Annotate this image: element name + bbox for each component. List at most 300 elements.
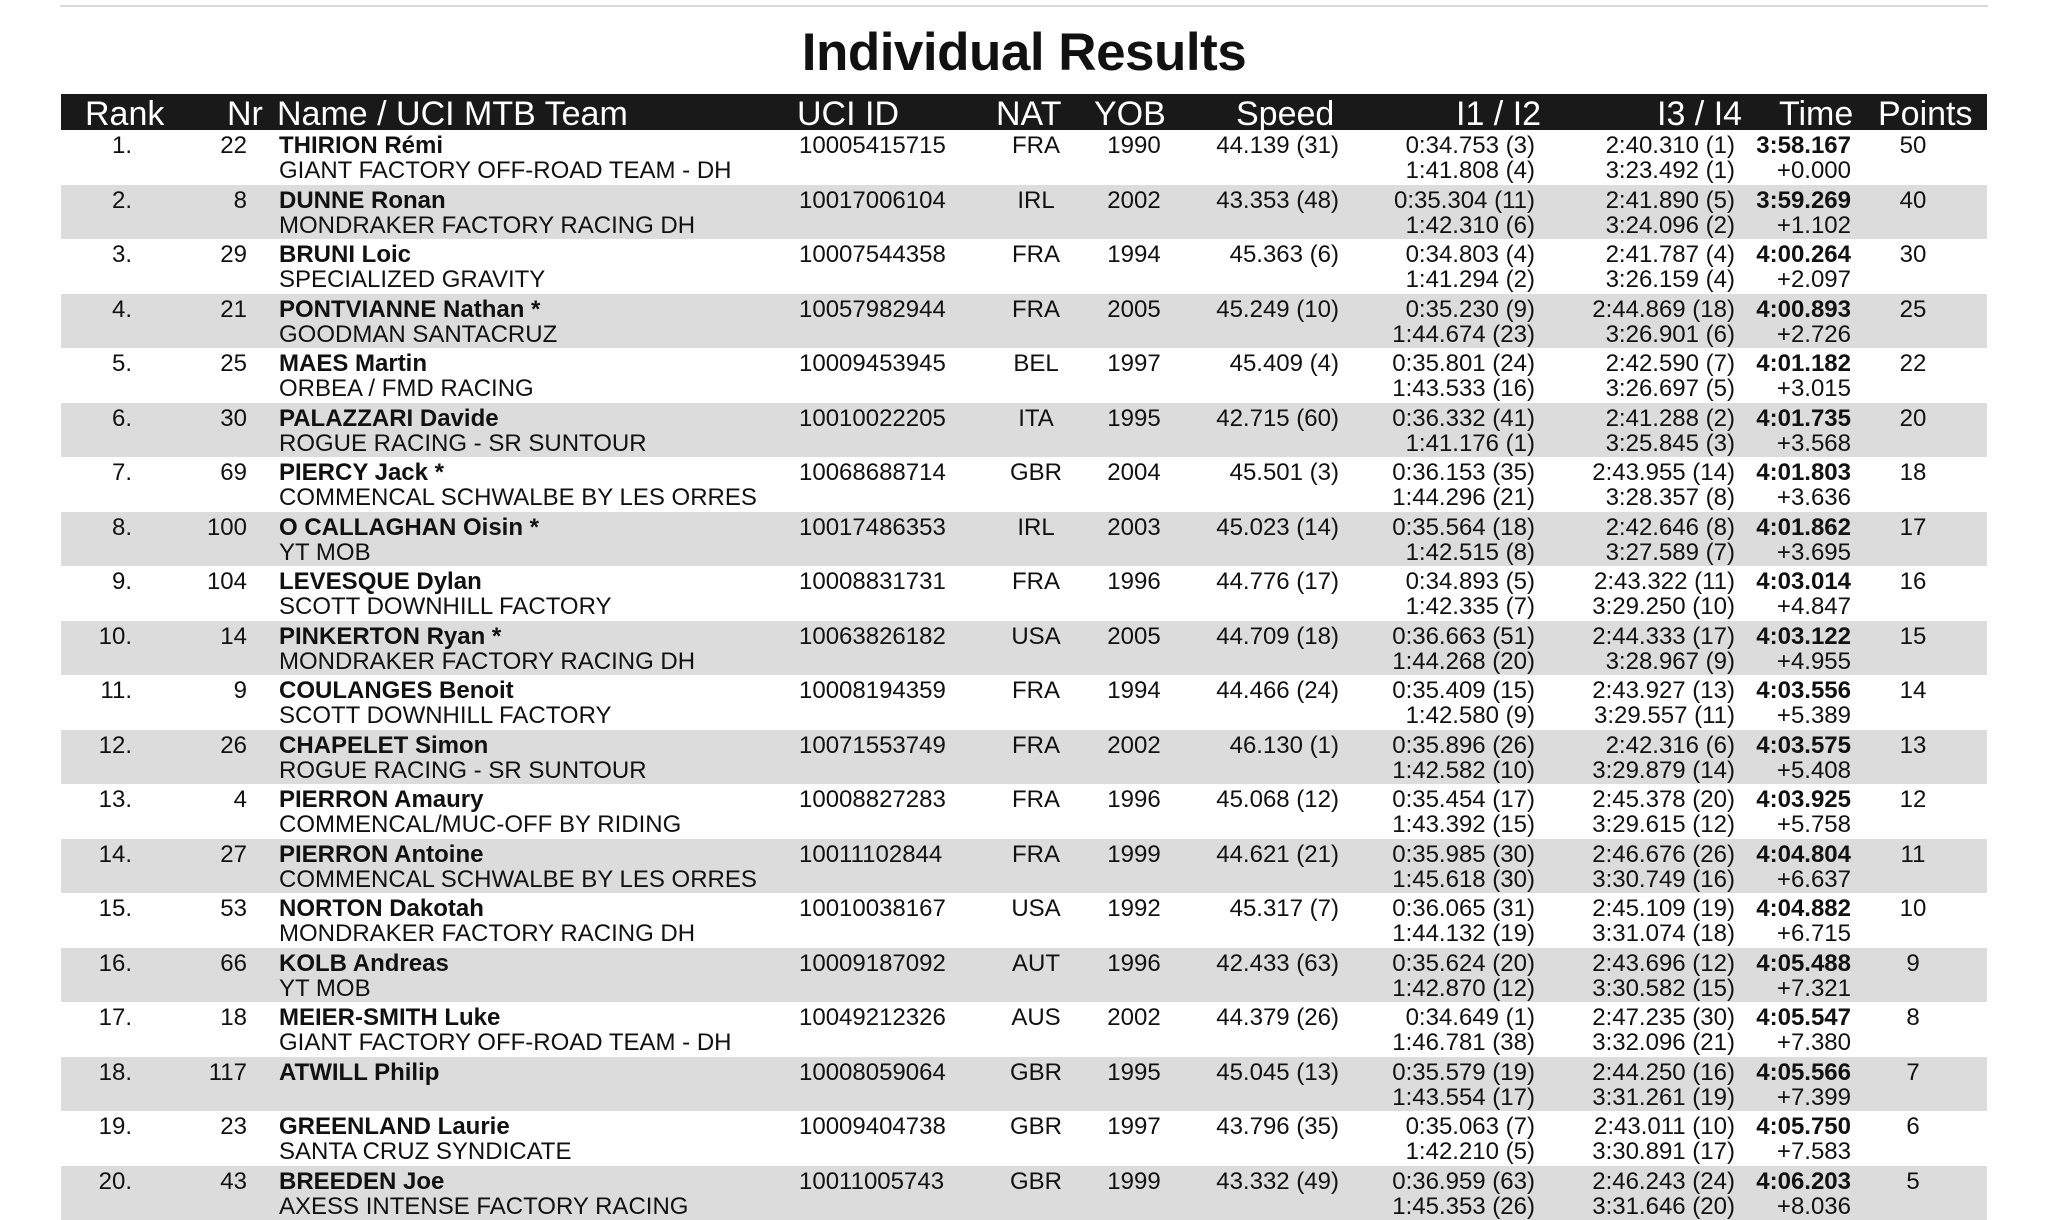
bib-number: 9	[234, 678, 247, 704]
uci-id: 10005415715	[799, 133, 946, 159]
split-i2: 1:44.674 (23)	[1392, 322, 1535, 348]
rider-name: ATWILL Philip	[279, 1060, 439, 1086]
time-gap: +3.568	[1777, 431, 1851, 457]
bib-number: 104	[207, 569, 247, 595]
split-i1: 0:36.663 (51)	[1392, 624, 1535, 650]
year-of-birth: 2002	[1094, 733, 1174, 759]
table-row	[61, 730, 1987, 785]
finish-time: 3:58.167	[1756, 133, 1851, 159]
uci-id: 10071553749	[799, 733, 946, 759]
year-of-birth: 1996	[1094, 569, 1174, 595]
rank-cell: 19.	[99, 1114, 132, 1140]
finish-time: 4:01.862	[1756, 515, 1851, 541]
nationality: IRL	[996, 515, 1076, 541]
points: 12	[1873, 787, 1953, 813]
rank-cell: 2.	[112, 188, 132, 214]
team-name: SANTA CRUZ SYNDICATE	[279, 1139, 571, 1165]
points: 40	[1873, 188, 1953, 214]
bib-number: 18	[220, 1005, 247, 1031]
split-i4: 3:26.159 (4)	[1606, 267, 1735, 293]
bib-number: 27	[220, 842, 247, 868]
rank-cell: 9.	[112, 569, 132, 595]
split-i4: 3:26.901 (6)	[1606, 322, 1735, 348]
points: 25	[1873, 297, 1953, 323]
header-points: Points	[1878, 94, 1973, 130]
split-i4: 3:29.879 (14)	[1592, 758, 1735, 784]
rider-name: O CALLAGHAN Oisin *	[279, 515, 539, 541]
year-of-birth: 1992	[1094, 896, 1174, 922]
nationality: USA	[996, 896, 1076, 922]
speed: 45.317 (7)	[1230, 896, 1339, 922]
bib-number: 100	[207, 515, 247, 541]
split-i1: 0:35.454 (17)	[1392, 787, 1535, 813]
uci-id: 10010038167	[799, 896, 946, 922]
rider-name: PIERCY Jack *	[279, 460, 444, 486]
split-i2: 1:44.296 (21)	[1392, 485, 1535, 511]
rider-name: PALAZZARI Davide	[279, 406, 499, 432]
nationality: FRA	[996, 678, 1076, 704]
rank-cell: 17.	[99, 1005, 132, 1031]
bib-number: 26	[220, 733, 247, 759]
split-i1: 0:34.753 (3)	[1406, 133, 1535, 159]
team-name: YT MOB	[279, 540, 371, 566]
team-name: ROGUE RACING - SR SUNTOUR	[279, 758, 647, 784]
table-row	[61, 675, 1987, 730]
speed: 43.796 (35)	[1216, 1114, 1339, 1140]
points: 15	[1873, 624, 1953, 650]
uci-id: 10010022205	[799, 406, 946, 432]
speed: 45.501 (3)	[1230, 460, 1339, 486]
finish-time: 4:05.566	[1756, 1060, 1851, 1086]
split-i3: 2:42.590 (7)	[1606, 351, 1735, 377]
split-i4: 3:31.261 (19)	[1592, 1085, 1735, 1111]
table-row	[61, 948, 1987, 1003]
split-i4: 3:29.557 (11)	[1594, 703, 1735, 729]
nationality: FRA	[996, 569, 1076, 595]
uci-id: 10009404738	[799, 1114, 946, 1140]
table-row	[61, 839, 1987, 894]
time-gap: +1.102	[1777, 213, 1851, 239]
finish-time: 4:03.122	[1756, 624, 1851, 650]
points: 9	[1873, 951, 1953, 977]
rider-name: DUNNE Ronan	[279, 188, 446, 214]
rider-name: MEIER-SMITH Luke	[279, 1005, 500, 1031]
split-i3: 2:42.316 (6)	[1606, 733, 1735, 759]
rank-cell: 12.	[99, 733, 132, 759]
points: 30	[1873, 242, 1953, 268]
finish-time: 4:03.925	[1756, 787, 1851, 813]
time-gap: +0.000	[1777, 158, 1851, 184]
points: 8	[1873, 1005, 1953, 1031]
split-i4: 3:31.646 (20)	[1592, 1194, 1735, 1220]
table-row	[61, 893, 1987, 948]
header-nat: NAT	[996, 94, 1061, 130]
split-i3: 2:41.787 (4)	[1606, 242, 1735, 268]
team-name: AXESS INTENSE FACTORY RACING	[279, 1194, 688, 1220]
points: 16	[1873, 569, 1953, 595]
uci-id: 10009187092	[799, 951, 946, 977]
year-of-birth: 1997	[1094, 351, 1174, 377]
table-row	[61, 784, 1987, 839]
rider-name: MAES Martin	[279, 351, 427, 377]
split-i3: 2:46.243 (24)	[1592, 1169, 1735, 1195]
time-gap: +5.408	[1777, 758, 1851, 784]
bib-number: 53	[220, 896, 247, 922]
bib-number: 4	[234, 787, 247, 813]
rider-name: THIRION Rémi	[279, 133, 443, 159]
rider-name: BREEDEN Joe	[279, 1169, 444, 1195]
speed: 44.139 (31)	[1216, 133, 1339, 159]
split-i2: 1:43.533 (16)	[1392, 376, 1535, 402]
split-i3: 2:44.250 (16)	[1592, 1060, 1735, 1086]
split-i4: 3:29.615 (12)	[1592, 812, 1735, 838]
split-i1: 0:35.801 (24)	[1392, 351, 1535, 377]
year-of-birth: 1996	[1094, 787, 1174, 813]
points: 11	[1873, 842, 1953, 868]
speed: 44.621 (21)	[1216, 842, 1339, 868]
split-i3: 2:41.890 (5)	[1606, 188, 1735, 214]
nationality: GBR	[996, 460, 1076, 486]
uci-id: 10068688714	[799, 460, 946, 486]
rider-name: KOLB Andreas	[279, 951, 449, 977]
speed: 44.379 (26)	[1216, 1005, 1339, 1031]
finish-time: 4:05.750	[1756, 1114, 1851, 1140]
team-name: ROGUE RACING - SR SUNTOUR	[279, 431, 647, 457]
finish-time: 4:01.735	[1756, 406, 1851, 432]
bib-number: 14	[220, 624, 247, 650]
time-gap: +7.583	[1777, 1139, 1851, 1165]
year-of-birth: 1997	[1094, 1114, 1174, 1140]
nationality: FRA	[996, 842, 1076, 868]
split-i2: 1:42.870 (12)	[1392, 976, 1535, 1002]
team-name: MONDRAKER FACTORY RACING DH	[279, 649, 695, 675]
table-row	[61, 1057, 1987, 1112]
bib-number: 117	[209, 1060, 247, 1086]
speed: 43.332 (49)	[1216, 1169, 1339, 1195]
finish-time: 3:59.269	[1756, 188, 1851, 214]
split-i2: 1:43.554 (17)	[1392, 1085, 1535, 1111]
nationality: ITA	[996, 406, 1076, 432]
split-i1: 0:35.579 (19)	[1392, 1060, 1535, 1086]
points: 7	[1873, 1060, 1953, 1086]
rank-cell: 15.	[99, 896, 132, 922]
speed: 46.130 (1)	[1230, 733, 1339, 759]
rider-name: BRUNI Loic	[279, 242, 411, 268]
split-i1: 0:35.624 (20)	[1392, 951, 1535, 977]
split-i4: 3:28.967 (9)	[1606, 649, 1735, 675]
header-name: Name / UCI MTB Team	[277, 94, 628, 130]
time-gap: +6.637	[1777, 867, 1851, 893]
speed: 43.353 (48)	[1216, 188, 1339, 214]
split-i4: 3:30.891 (17)	[1592, 1139, 1735, 1165]
year-of-birth: 1999	[1094, 842, 1174, 868]
split-i1: 0:34.649 (1)	[1406, 1005, 1535, 1031]
year-of-birth: 2002	[1094, 188, 1174, 214]
table-row	[61, 130, 1987, 185]
rank-cell: 10.	[99, 624, 132, 650]
nationality: GBR	[996, 1169, 1076, 1195]
uci-id: 10049212326	[799, 1005, 946, 1031]
team-name: GIANT FACTORY OFF-ROAD TEAM - DH	[279, 1030, 732, 1056]
nationality: AUS	[996, 1005, 1076, 1031]
header-speed: Speed	[1236, 94, 1334, 130]
uci-id: 10063826182	[799, 624, 946, 650]
finish-time: 4:06.203	[1756, 1169, 1851, 1195]
uci-id: 10011102844	[799, 842, 942, 868]
finish-time: 4:03.014	[1756, 569, 1851, 595]
split-i3: 2:43.011 (10)	[1594, 1114, 1735, 1140]
rank-cell: 4.	[112, 297, 132, 323]
table-row	[61, 1166, 1987, 1220]
table-row	[61, 621, 1987, 676]
split-i3: 2:47.235 (30)	[1592, 1005, 1735, 1031]
speed: 42.433 (63)	[1216, 951, 1339, 977]
bib-number: 25	[220, 351, 247, 377]
uci-id: 10008059064	[799, 1060, 946, 1086]
split-i2: 1:41.808 (4)	[1406, 158, 1535, 184]
points: 6	[1873, 1114, 1953, 1140]
team-name: SPECIALIZED GRAVITY	[279, 267, 545, 293]
split-i1: 0:35.564 (18)	[1392, 515, 1535, 541]
table-row	[61, 239, 1987, 294]
split-i4: 3:30.582 (15)	[1592, 976, 1735, 1002]
split-i1: 0:35.985 (30)	[1392, 842, 1535, 868]
split-i1: 0:35.304 (11)	[1394, 188, 1535, 214]
uci-id: 10007544358	[799, 242, 946, 268]
bib-number: 30	[220, 406, 247, 432]
header-i12: I1 / I2	[1456, 94, 1541, 130]
rank-cell: 18.	[99, 1060, 132, 1086]
table-row	[61, 512, 1987, 567]
split-i4: 3:28.357 (8)	[1606, 485, 1735, 511]
speed: 45.045 (13)	[1216, 1060, 1339, 1086]
nationality: BEL	[996, 351, 1076, 377]
speed: 44.466 (24)	[1216, 678, 1339, 704]
table-row	[61, 403, 1987, 458]
rider-name: PONTVIANNE Nathan *	[279, 297, 540, 323]
split-i3: 2:43.955 (14)	[1592, 460, 1735, 486]
split-i2: 1:42.582 (10)	[1392, 758, 1535, 784]
nationality: FRA	[996, 733, 1076, 759]
split-i1: 0:36.065 (31)	[1392, 896, 1535, 922]
split-i1: 0:34.893 (5)	[1406, 569, 1535, 595]
points: 10	[1873, 896, 1953, 922]
top-divider	[60, 5, 1988, 7]
nationality: FRA	[996, 133, 1076, 159]
speed: 45.068 (12)	[1216, 787, 1339, 813]
finish-time: 4:04.882	[1756, 896, 1851, 922]
table-row	[61, 348, 1987, 403]
split-i1: 0:36.959 (63)	[1392, 1169, 1535, 1195]
year-of-birth: 1990	[1094, 133, 1174, 159]
time-gap: +7.321	[1777, 976, 1851, 1002]
bib-number: 21	[220, 297, 247, 323]
split-i3: 2:45.378 (20)	[1592, 787, 1735, 813]
rank-cell: 6.	[112, 406, 132, 432]
split-i4: 3:26.697 (5)	[1606, 376, 1735, 402]
split-i1: 0:35.896 (26)	[1392, 733, 1535, 759]
split-i1: 0:36.332 (41)	[1392, 406, 1535, 432]
time-gap: +3.636	[1777, 485, 1851, 511]
page-title: Individual Results	[0, 22, 2048, 83]
split-i2: 1:45.618 (30)	[1392, 867, 1535, 893]
split-i4: 3:32.096 (21)	[1592, 1030, 1735, 1056]
split-i2: 1:42.310 (6)	[1406, 213, 1535, 239]
rank-cell: 13.	[99, 787, 132, 813]
time-gap: +3.015	[1777, 376, 1851, 402]
split-i3: 2:44.333 (17)	[1592, 624, 1735, 650]
results-table	[61, 130, 1987, 1220]
rider-name: LEVESQUE Dylan	[279, 569, 482, 595]
rider-name: PIERRON Amaury	[279, 787, 484, 813]
rank-cell: 16.	[99, 951, 132, 977]
points: 22	[1873, 351, 1953, 377]
team-name: GOODMAN SANTACRUZ	[279, 322, 557, 348]
year-of-birth: 1995	[1094, 1060, 1174, 1086]
uci-id: 10008194359	[799, 678, 946, 704]
header-yob: YOB	[1094, 94, 1166, 130]
uci-id: 10017486353	[799, 515, 946, 541]
split-i2: 1:44.132 (19)	[1392, 921, 1535, 947]
bib-number: 23	[220, 1114, 247, 1140]
finish-time: 4:01.803	[1756, 460, 1851, 486]
speed: 45.023 (14)	[1216, 515, 1339, 541]
rank-cell: 1.	[112, 133, 132, 159]
team-name: SCOTT DOWNHILL FACTORY	[279, 703, 612, 729]
split-i4: 3:29.250 (10)	[1592, 594, 1735, 620]
points: 5	[1873, 1169, 1953, 1195]
split-i4: 3:27.589 (7)	[1606, 540, 1735, 566]
split-i1: 0:35.230 (9)	[1406, 297, 1535, 323]
time-gap: +5.389	[1777, 703, 1851, 729]
team-name: COMMENCAL SCHWALBE BY LES ORRES	[279, 867, 757, 893]
nationality: IRL	[996, 188, 1076, 214]
speed: 45.409 (4)	[1230, 351, 1339, 377]
split-i3: 2:44.869 (18)	[1592, 297, 1735, 323]
split-i3: 2:41.288 (2)	[1606, 406, 1735, 432]
finish-time: 4:00.264	[1756, 242, 1851, 268]
nationality: USA	[996, 624, 1076, 650]
speed: 42.715 (60)	[1216, 406, 1339, 432]
uci-id: 10017006104	[799, 188, 946, 214]
split-i4: 3:31.074 (18)	[1592, 921, 1735, 947]
team-name: ORBEA / FMD RACING	[279, 376, 534, 402]
nationality: AUT	[996, 951, 1076, 977]
table-row	[61, 185, 1987, 240]
nationality: FRA	[996, 242, 1076, 268]
time-gap: +4.955	[1777, 649, 1851, 675]
header-nr: Nr	[227, 94, 263, 130]
split-i3: 2:45.109 (19)	[1592, 896, 1735, 922]
split-i1: 0:35.409 (15)	[1392, 678, 1535, 704]
split-i2: 1:42.580 (9)	[1406, 703, 1535, 729]
year-of-birth: 2005	[1094, 297, 1174, 323]
rank-cell: 8.	[112, 515, 132, 541]
table-row	[61, 1111, 1987, 1166]
time-gap: +2.726	[1777, 322, 1851, 348]
time-gap: +7.399	[1777, 1085, 1851, 1111]
uci-id: 10008831731	[799, 569, 946, 595]
split-i2: 1:45.353 (26)	[1392, 1194, 1535, 1220]
rider-name: CHAPELET Simon	[279, 733, 488, 759]
split-i3: 2:40.310 (1)	[1606, 133, 1735, 159]
rider-name: GREENLAND Laurie	[279, 1114, 510, 1140]
nationality: GBR	[996, 1060, 1076, 1086]
rank-cell: 7.	[112, 460, 132, 486]
time-gap: +3.695	[1777, 540, 1851, 566]
rank-cell: 5.	[112, 351, 132, 377]
year-of-birth: 2002	[1094, 1005, 1174, 1031]
finish-time: 4:00.893	[1756, 297, 1851, 323]
team-name: COMMENCAL SCHWALBE BY LES ORRES	[279, 485, 757, 511]
rider-name: NORTON Dakotah	[279, 896, 484, 922]
split-i2: 1:41.176 (1)	[1406, 431, 1535, 457]
time-gap: +8.036	[1777, 1194, 1851, 1220]
team-name: GIANT FACTORY OFF-ROAD TEAM - DH	[279, 158, 732, 184]
table-header	[61, 94, 1987, 130]
year-of-birth: 2003	[1094, 515, 1174, 541]
team-name: MONDRAKER FACTORY RACING DH	[279, 213, 695, 239]
split-i1: 0:36.153 (35)	[1392, 460, 1535, 486]
points: 20	[1873, 406, 1953, 432]
nationality: GBR	[996, 1114, 1076, 1140]
time-gap: +5.758	[1777, 812, 1851, 838]
table-row	[61, 294, 1987, 349]
team-name: YT MOB	[279, 976, 371, 1002]
rank-cell: 3.	[112, 242, 132, 268]
header-uci-id: UCI ID	[797, 94, 899, 130]
split-i2: 1:44.268 (20)	[1392, 649, 1535, 675]
speed: 45.363 (6)	[1230, 242, 1339, 268]
finish-time: 4:04.804	[1756, 842, 1851, 868]
table-row	[61, 1002, 1987, 1057]
split-i4: 3:23.492 (1)	[1606, 158, 1735, 184]
header-rank: Rank	[85, 94, 164, 130]
points: 13	[1873, 733, 1953, 759]
uci-id: 10011005743	[799, 1169, 944, 1195]
points: 50	[1873, 133, 1953, 159]
header-i34: I3 / I4	[1657, 94, 1742, 130]
points: 18	[1873, 460, 1953, 486]
points: 17	[1873, 515, 1953, 541]
split-i2: 1:43.392 (15)	[1392, 812, 1535, 838]
year-of-birth: 1996	[1094, 951, 1174, 977]
finish-time: 4:05.488	[1756, 951, 1851, 977]
split-i2: 1:42.515 (8)	[1406, 540, 1535, 566]
bib-number: 43	[220, 1169, 247, 1195]
points: 14	[1873, 678, 1953, 704]
finish-time: 4:03.556	[1756, 678, 1851, 704]
uci-id: 10009453945	[799, 351, 946, 377]
split-i4: 3:25.845 (3)	[1606, 431, 1735, 457]
year-of-birth: 1999	[1094, 1169, 1174, 1195]
rider-name: COULANGES Benoit	[279, 678, 514, 704]
split-i3: 2:43.322 (11)	[1594, 569, 1735, 595]
year-of-birth: 2004	[1094, 460, 1174, 486]
table-row	[61, 566, 1987, 621]
time-gap: +2.097	[1777, 267, 1851, 293]
split-i3: 2:43.696 (12)	[1592, 951, 1735, 977]
time-gap: +4.847	[1777, 594, 1851, 620]
bib-number: 66	[220, 951, 247, 977]
rank-cell: 20.	[99, 1169, 132, 1195]
finish-time: 4:03.575	[1756, 733, 1851, 759]
rider-name: PINKERTON Ryan *	[279, 624, 501, 650]
bib-number: 8	[234, 188, 247, 214]
split-i1: 0:34.803 (4)	[1406, 242, 1535, 268]
team-name: COMMENCAL/MUC-OFF BY RIDING	[279, 812, 681, 838]
split-i2: 1:46.781 (38)	[1392, 1030, 1535, 1056]
